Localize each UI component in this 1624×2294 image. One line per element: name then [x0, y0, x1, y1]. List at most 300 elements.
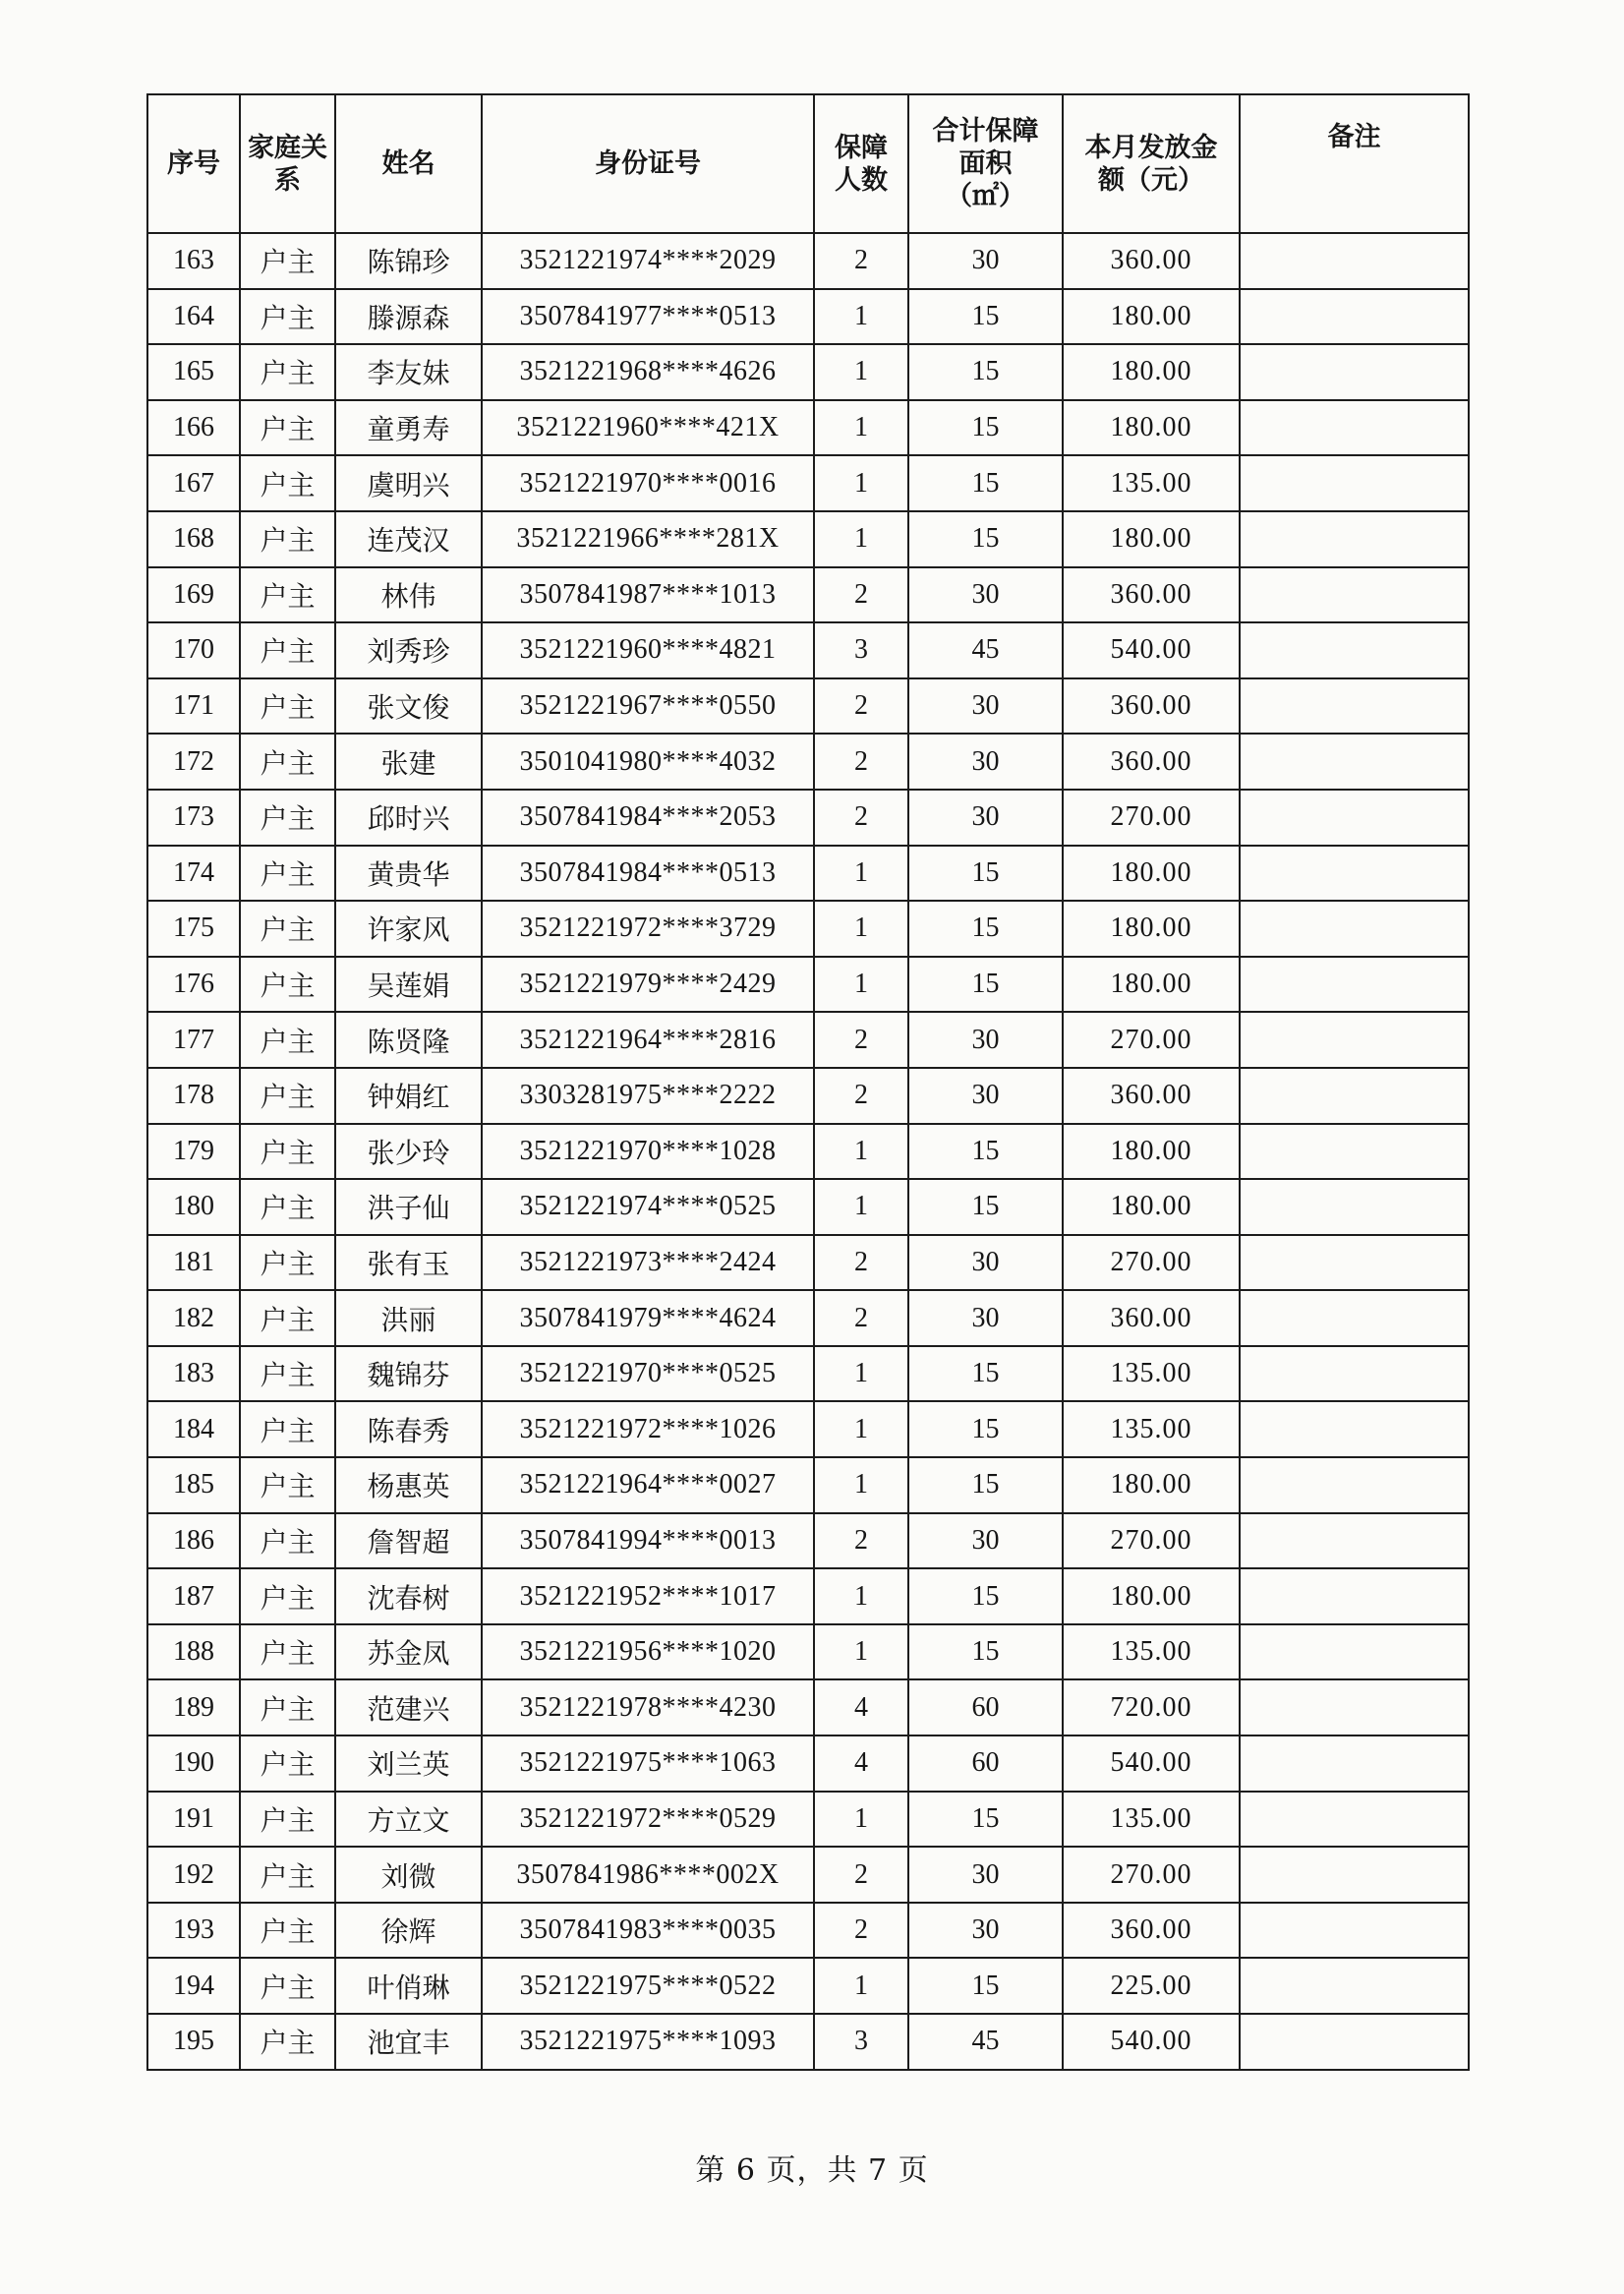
cell-seq: 187: [147, 1568, 240, 1624]
cell-area: 15: [908, 1401, 1063, 1457]
cell-amount: 180.00: [1063, 511, 1240, 567]
table-row: [147, 678, 1469, 735]
cell-area: 30: [908, 1847, 1063, 1903]
table-row: [147, 233, 1469, 289]
cell-name: 陈锦珍: [335, 233, 482, 289]
table-row: [147, 790, 1469, 846]
cell-seq: 176: [147, 957, 240, 1013]
header-relation: 家庭关 系: [240, 94, 335, 233]
cell-name: 张建: [335, 734, 482, 790]
cell-seq: 183: [147, 1346, 240, 1402]
cell-people: 1: [814, 400, 908, 456]
table-row: [147, 1012, 1469, 1068]
cell-relation: 户主: [240, 1792, 335, 1848]
cell-seq: 169: [147, 567, 240, 623]
cell-amount: 225.00: [1063, 1958, 1240, 2014]
cell-seq: 175: [147, 901, 240, 957]
cell-amount: 360.00: [1063, 567, 1240, 623]
table-row: [147, 344, 1469, 400]
cell-remark: [1240, 1068, 1469, 1124]
cell-amount: 180.00: [1063, 1124, 1240, 1180]
cell-people: 1: [814, 1568, 908, 1624]
cell-id-number: 3521221978****4230: [482, 1679, 814, 1735]
cell-name: 滕源森: [335, 289, 482, 345]
cell-relation: 户主: [240, 1124, 335, 1180]
cell-seq: 194: [147, 1958, 240, 2014]
cell-id-number: 3521221964****2816: [482, 1012, 814, 1068]
cell-relation: 户主: [240, 1346, 335, 1402]
header-row: [147, 94, 1469, 233]
cell-relation: 户主: [240, 511, 335, 567]
cell-id-number: 3507841979****4624: [482, 1290, 814, 1346]
cell-relation: 户主: [240, 1735, 335, 1792]
cell-people: 2: [814, 1847, 908, 1903]
table-row: [147, 846, 1469, 902]
cell-people: 2: [814, 1513, 908, 1569]
cell-remark: [1240, 400, 1469, 456]
cell-people: 1: [814, 1457, 908, 1513]
cell-area: 15: [908, 1624, 1063, 1680]
table-row: [147, 901, 1469, 957]
cell-seq: 190: [147, 1735, 240, 1792]
cell-relation: 户主: [240, 846, 335, 902]
cell-name: 虞明兴: [335, 455, 482, 511]
cell-area: 15: [908, 289, 1063, 345]
table-row: [147, 567, 1469, 623]
cell-seq: 178: [147, 1068, 240, 1124]
header-amount: 本月发放金 额（元）: [1063, 94, 1240, 233]
cell-name: 沈春树: [335, 1568, 482, 1624]
cell-id-number: 3507841994****0013: [482, 1513, 814, 1569]
cell-name: 刘兰英: [335, 1735, 482, 1792]
cell-amount: 360.00: [1063, 233, 1240, 289]
cell-area: 15: [908, 1568, 1063, 1624]
cell-name: 陈春秀: [335, 1401, 482, 1457]
table-row: [147, 1401, 1469, 1457]
cell-relation: 户主: [240, 1903, 335, 1959]
cell-relation: 户主: [240, 2014, 335, 2070]
table-row: [147, 1124, 1469, 1180]
cell-name: 池宜丰: [335, 2014, 482, 2070]
cell-id-number: 3521221970****0525: [482, 1346, 814, 1402]
table-row: [147, 511, 1469, 567]
table-row: [147, 957, 1469, 1013]
cell-amount: 180.00: [1063, 1568, 1240, 1624]
table-row: [147, 734, 1469, 790]
cell-remark: [1240, 2014, 1469, 2070]
cell-name: 童勇寿: [335, 400, 482, 456]
cell-name: 方立文: [335, 1792, 482, 1848]
cell-relation: 户主: [240, 1068, 335, 1124]
cell-amount: 360.00: [1063, 1068, 1240, 1124]
cell-name: 洪子仙: [335, 1179, 482, 1235]
cell-seq: 188: [147, 1624, 240, 1680]
cell-area: 30: [908, 1903, 1063, 1959]
cell-area: 30: [908, 1068, 1063, 1124]
cell-name: 叶俏琳: [335, 1958, 482, 2014]
cell-remark: [1240, 1903, 1469, 1959]
cell-seq: 181: [147, 1235, 240, 1291]
cell-area: 30: [908, 1235, 1063, 1291]
header-name: 姓名: [335, 94, 482, 233]
cell-seq: 165: [147, 344, 240, 400]
cell-remark: [1240, 1513, 1469, 1569]
cell-id-number: 3521221972****0529: [482, 1792, 814, 1848]
cell-id-number: 3507841977****0513: [482, 289, 814, 345]
cell-seq: 192: [147, 1847, 240, 1903]
cell-relation: 户主: [240, 734, 335, 790]
header-id-number: 身份证号: [482, 94, 814, 233]
cell-amount: 180.00: [1063, 344, 1240, 400]
cell-relation: 户主: [240, 1624, 335, 1680]
table-row: [147, 622, 1469, 678]
cell-relation: 户主: [240, 1847, 335, 1903]
cell-people: 3: [814, 2014, 908, 2070]
cell-amount: 135.00: [1063, 1624, 1240, 1680]
table-row: [147, 1903, 1469, 1959]
cell-people: 2: [814, 233, 908, 289]
cell-remark: [1240, 1958, 1469, 2014]
cell-area: 30: [908, 1290, 1063, 1346]
cell-amount: 180.00: [1063, 289, 1240, 345]
cell-area: 30: [908, 790, 1063, 846]
table-row: [147, 1235, 1469, 1291]
cell-remark: [1240, 1124, 1469, 1180]
page-number-footer: 第 6 页，共 7 页: [695, 2153, 929, 2188]
cell-area: 15: [908, 901, 1063, 957]
table-row: [147, 1958, 1469, 2014]
cell-area: 15: [908, 1792, 1063, 1848]
cell-people: 1: [814, 344, 908, 400]
cell-id-number: 3521221975****1093: [482, 2014, 814, 2070]
cell-people: 2: [814, 1903, 908, 1959]
cell-relation: 户主: [240, 1568, 335, 1624]
table-row: [147, 1679, 1469, 1735]
table-row: [147, 1624, 1469, 1680]
cell-seq: 166: [147, 400, 240, 456]
cell-seq: 179: [147, 1124, 240, 1180]
cell-people: 1: [814, 455, 908, 511]
cell-relation: 户主: [240, 400, 335, 456]
cell-area: 15: [908, 455, 1063, 511]
cell-name: 张少玲: [335, 1124, 482, 1180]
table-body: [147, 233, 1469, 2070]
cell-name: 连茂汉: [335, 511, 482, 567]
cell-seq: 193: [147, 1903, 240, 1959]
cell-amount: 270.00: [1063, 1847, 1240, 1903]
cell-seq: 180: [147, 1179, 240, 1235]
cell-amount: 270.00: [1063, 1513, 1240, 1569]
cell-name: 李友妹: [335, 344, 482, 400]
cell-id-number: 3521221967****0550: [482, 678, 814, 735]
cell-id-number: 3521221974****2029: [482, 233, 814, 289]
cell-relation: 户主: [240, 790, 335, 846]
cell-relation: 户主: [240, 1958, 335, 2014]
cell-id-number: 3521221960****421X: [482, 400, 814, 456]
table-row: [147, 1457, 1469, 1513]
cell-seq: 173: [147, 790, 240, 846]
cell-people: 4: [814, 1735, 908, 1792]
cell-area: 45: [908, 2014, 1063, 2070]
cell-relation: 户主: [240, 567, 335, 623]
cell-name: 黄贵华: [335, 846, 482, 902]
cell-relation: 户主: [240, 1235, 335, 1291]
cell-area: 15: [908, 957, 1063, 1013]
cell-remark: [1240, 1012, 1469, 1068]
cell-remark: [1240, 622, 1469, 678]
cell-relation: 户主: [240, 289, 335, 345]
cell-name: 陈贤隆: [335, 1012, 482, 1068]
cell-remark: [1240, 1624, 1469, 1680]
cell-amount: 540.00: [1063, 622, 1240, 678]
cell-remark: [1240, 1346, 1469, 1402]
cell-id-number: 3521221979****2429: [482, 957, 814, 1013]
cell-id-number: 3521221970****1028: [482, 1124, 814, 1180]
cell-people: 3: [814, 622, 908, 678]
cell-area: 60: [908, 1679, 1063, 1735]
cell-name: 刘秀珍: [335, 622, 482, 678]
cell-area: 15: [908, 846, 1063, 902]
cell-remark: [1240, 734, 1469, 790]
cell-area: 15: [908, 1457, 1063, 1513]
cell-seq: 167: [147, 455, 240, 511]
header-remark: 备注: [1240, 94, 1469, 233]
cell-remark: [1240, 790, 1469, 846]
cell-seq: 163: [147, 233, 240, 289]
cell-id-number: 3507841986****002X: [482, 1847, 814, 1903]
cell-relation: 户主: [240, 1513, 335, 1569]
cell-remark: [1240, 233, 1469, 289]
cell-people: 1: [814, 511, 908, 567]
cell-amount: 540.00: [1063, 1735, 1240, 1792]
cell-name: 詹智超: [335, 1513, 482, 1569]
cell-area: 15: [908, 1124, 1063, 1180]
cell-people: 2: [814, 678, 908, 735]
cell-seq: 185: [147, 1457, 240, 1513]
cell-area: 15: [908, 344, 1063, 400]
subsidy-roster-table: [146, 93, 1470, 2071]
cell-amount: 360.00: [1063, 1903, 1240, 1959]
cell-id-number: 3521221973****2424: [482, 1235, 814, 1291]
cell-remark: [1240, 567, 1469, 623]
cell-amount: 135.00: [1063, 455, 1240, 511]
cell-people: 4: [814, 1679, 908, 1735]
cell-remark: [1240, 846, 1469, 902]
cell-area: 15: [908, 511, 1063, 567]
cell-remark: [1240, 1792, 1469, 1848]
table-row: [147, 289, 1469, 345]
cell-name: 邱时兴: [335, 790, 482, 846]
cell-people: 2: [814, 1012, 908, 1068]
cell-seq: 164: [147, 289, 240, 345]
cell-relation: 户主: [240, 622, 335, 678]
cell-amount: 135.00: [1063, 1792, 1240, 1848]
cell-area: 45: [908, 622, 1063, 678]
cell-people: 2: [814, 1235, 908, 1291]
cell-area: 15: [908, 1179, 1063, 1235]
cell-id-number: 3501041980****4032: [482, 734, 814, 790]
cell-remark: [1240, 1179, 1469, 1235]
cell-name: 许家风: [335, 901, 482, 957]
cell-people: 1: [814, 957, 908, 1013]
cell-id-number: 3507841984****0513: [482, 846, 814, 902]
cell-name: 张文俊: [335, 678, 482, 735]
cell-name: 徐辉: [335, 1903, 482, 1959]
cell-id-number: 3521221956****1020: [482, 1624, 814, 1680]
cell-relation: 户主: [240, 901, 335, 957]
cell-id-number: 3507841984****2053: [482, 790, 814, 846]
cell-amount: 360.00: [1063, 734, 1240, 790]
table-row: [147, 1847, 1469, 1903]
cell-remark: [1240, 1568, 1469, 1624]
cell-name: 范建兴: [335, 1679, 482, 1735]
cell-remark: [1240, 678, 1469, 735]
cell-relation: 户主: [240, 455, 335, 511]
cell-id-number: 3521221964****0027: [482, 1457, 814, 1513]
cell-people: 1: [814, 1401, 908, 1457]
cell-id-number: 3521221960****4821: [482, 622, 814, 678]
cell-id-number: 3507841983****0035: [482, 1903, 814, 1959]
table-row: [147, 1290, 1469, 1346]
cell-amount: 180.00: [1063, 957, 1240, 1013]
cell-people: 1: [814, 1624, 908, 1680]
cell-amount: 180.00: [1063, 901, 1240, 957]
cell-remark: [1240, 1401, 1469, 1457]
cell-area: 30: [908, 567, 1063, 623]
table-row: [147, 1346, 1469, 1402]
cell-id-number: 3521221966****281X: [482, 511, 814, 567]
cell-area: 30: [908, 233, 1063, 289]
cell-seq: 184: [147, 1401, 240, 1457]
cell-area: 30: [908, 734, 1063, 790]
cell-area: 15: [908, 400, 1063, 456]
cell-people: 2: [814, 567, 908, 623]
table-row: [147, 400, 1469, 456]
cell-area: 30: [908, 1513, 1063, 1569]
cell-people: 2: [814, 1068, 908, 1124]
cell-people: 1: [814, 289, 908, 345]
cell-remark: [1240, 957, 1469, 1013]
cell-id-number: 3521221968****4626: [482, 344, 814, 400]
cell-id-number: 3521221975****0522: [482, 1958, 814, 2014]
cell-seq: 191: [147, 1792, 240, 1848]
cell-amount: 180.00: [1063, 1457, 1240, 1513]
cell-people: 1: [814, 1792, 908, 1848]
cell-remark: [1240, 511, 1469, 567]
cell-name: 杨惠英: [335, 1457, 482, 1513]
cell-people: 2: [814, 1290, 908, 1346]
cell-people: 1: [814, 1346, 908, 1402]
cell-amount: 540.00: [1063, 2014, 1240, 2070]
cell-seq: 182: [147, 1290, 240, 1346]
cell-id-number: 3507841987****1013: [482, 567, 814, 623]
cell-people: 1: [814, 1958, 908, 2014]
cell-area: 60: [908, 1735, 1063, 1792]
cell-relation: 户主: [240, 1457, 335, 1513]
table-row: [147, 1735, 1469, 1792]
cell-name: 刘微: [335, 1847, 482, 1903]
cell-remark: [1240, 901, 1469, 957]
cell-people: 2: [814, 734, 908, 790]
cell-seq: 174: [147, 846, 240, 902]
cell-id-number: 3521221972****3729: [482, 901, 814, 957]
table-header: [147, 94, 1469, 233]
cell-remark: [1240, 289, 1469, 345]
cell-amount: 360.00: [1063, 1290, 1240, 1346]
cell-name: 林伟: [335, 567, 482, 623]
table-row: [147, 1792, 1469, 1848]
cell-remark: [1240, 1457, 1469, 1513]
table-row: [147, 1179, 1469, 1235]
cell-relation: 户主: [240, 957, 335, 1013]
cell-remark: [1240, 1290, 1469, 1346]
cell-name: 吴莲娟: [335, 957, 482, 1013]
cell-relation: 户主: [240, 1679, 335, 1735]
cell-amount: 135.00: [1063, 1401, 1240, 1457]
cell-relation: 户主: [240, 1012, 335, 1068]
cell-seq: 168: [147, 511, 240, 567]
cell-relation: 户主: [240, 678, 335, 735]
cell-remark: [1240, 1735, 1469, 1792]
cell-name: 钟娟红: [335, 1068, 482, 1124]
cell-name: 魏锦芬: [335, 1346, 482, 1402]
cell-id-number: 3521221952****1017: [482, 1568, 814, 1624]
table-row: [147, 1513, 1469, 1569]
cell-amount: 270.00: [1063, 1012, 1240, 1068]
cell-remark: [1240, 1679, 1469, 1735]
cell-id-number: 3303281975****2222: [482, 1068, 814, 1124]
cell-amount: 360.00: [1063, 678, 1240, 735]
cell-relation: 户主: [240, 1290, 335, 1346]
cell-seq: 171: [147, 678, 240, 735]
cell-seq: 195: [147, 2014, 240, 2070]
cell-seq: 186: [147, 1513, 240, 1569]
cell-id-number: 3521221974****0525: [482, 1179, 814, 1235]
cell-name: 张有玉: [335, 1235, 482, 1291]
cell-seq: 189: [147, 1679, 240, 1735]
table-row: [147, 1568, 1469, 1624]
table-row: [147, 1068, 1469, 1124]
cell-people: 1: [814, 1179, 908, 1235]
cell-amount: 180.00: [1063, 1179, 1240, 1235]
cell-id-number: 3521221972****1026: [482, 1401, 814, 1457]
cell-relation: 户主: [240, 1179, 335, 1235]
cell-name: 苏金凤: [335, 1624, 482, 1680]
header-people: 保障 人数: [814, 94, 908, 233]
cell-people: 1: [814, 1124, 908, 1180]
cell-seq: 177: [147, 1012, 240, 1068]
cell-amount: 180.00: [1063, 846, 1240, 902]
cell-amount: 270.00: [1063, 1235, 1240, 1291]
cell-amount: 180.00: [1063, 400, 1240, 456]
cell-area: 30: [908, 1012, 1063, 1068]
cell-amount: 720.00: [1063, 1679, 1240, 1735]
cell-id-number: 3521221970****0016: [482, 455, 814, 511]
header-seq: 序号: [147, 94, 240, 233]
cell-area: 30: [908, 678, 1063, 735]
cell-remark: [1240, 455, 1469, 511]
cell-people: 1: [814, 901, 908, 957]
cell-remark: [1240, 1847, 1469, 1903]
cell-people: 1: [814, 846, 908, 902]
cell-remark: [1240, 1235, 1469, 1291]
cell-amount: 135.00: [1063, 1346, 1240, 1402]
cell-relation: 户主: [240, 344, 335, 400]
cell-relation: 户主: [240, 1401, 335, 1457]
cell-amount: 270.00: [1063, 790, 1240, 846]
cell-area: 15: [908, 1346, 1063, 1402]
cell-id-number: 3521221975****1063: [482, 1735, 814, 1792]
